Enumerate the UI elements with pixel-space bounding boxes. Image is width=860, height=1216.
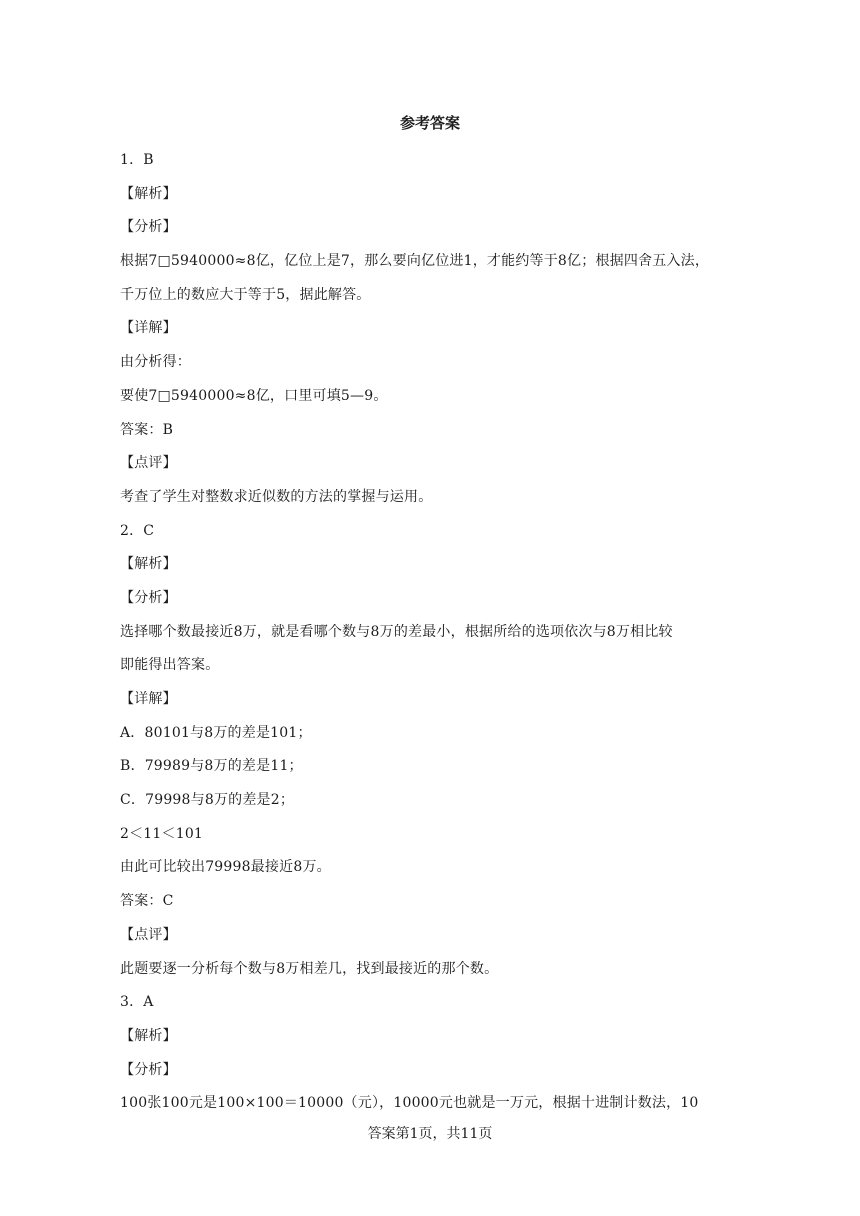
text-line: 【点评】	[120, 455, 177, 472]
text-line: 答案：C	[120, 893, 174, 910]
text-line: 1．B	[120, 152, 154, 168]
text-line: B．79989与8万的差是11；	[120, 758, 303, 775]
text-line: 【解析】	[120, 556, 177, 573]
text-line: 由分析得：	[120, 354, 191, 371]
text-line: 【分析】	[120, 1061, 177, 1078]
text-line: 【详解】	[120, 320, 177, 337]
page-title: 参考答案	[399, 114, 460, 132]
text-line: 【分析】	[120, 589, 177, 606]
text-line: 根据7□5940000≈8亿，亿位上是7，那么要向亿位进1，才能约等于8亿；根据四舍五入法，	[120, 253, 710, 270]
text-line: 千万位上的数应大于等于5，据此解答。	[120, 286, 371, 303]
text-line: 考查了学生对整数求近似数的方法的掌握与运用。	[120, 488, 433, 505]
text-line: 2＜11＜101	[120, 825, 204, 842]
text-line: A．80101与8万的差是101；	[120, 724, 312, 741]
text-line: 3．A	[120, 994, 154, 1011]
text-line: 【点评】	[120, 926, 177, 943]
text-line: 100张100元是100×100＝10000（元），10000元也就是一万元，根据十进制计数法，10	[120, 1095, 699, 1112]
text-line: 2．C	[120, 522, 155, 539]
text-line: 【详解】	[120, 691, 177, 707]
text-line: 【解析】	[120, 185, 177, 202]
text-line: 【分析】	[120, 219, 177, 236]
text-line: 由此可比较出79998最接近8万。	[120, 859, 331, 876]
answer-content	[120, 144, 740, 1121]
text-line: 答案：B	[120, 421, 174, 438]
text-line: 要使7□5940000≈8亿，口里可填5—9。	[120, 387, 388, 404]
text-line: 【解析】	[120, 1027, 177, 1044]
text-line: 此题要逐一分析每个数与8万相差几，找到最接近的那个数。	[120, 960, 499, 977]
text-line: C．79998与8万的差是2；	[120, 792, 295, 809]
page-footer: 答案第1页，共11页	[367, 1126, 493, 1142]
text-line: 选择哪个数最接近8万，就是看哪个数与8万的差最小，根据所给的选项依次与8万相比较	[120, 623, 673, 640]
text-line: 即能得出答案。	[120, 657, 220, 674]
